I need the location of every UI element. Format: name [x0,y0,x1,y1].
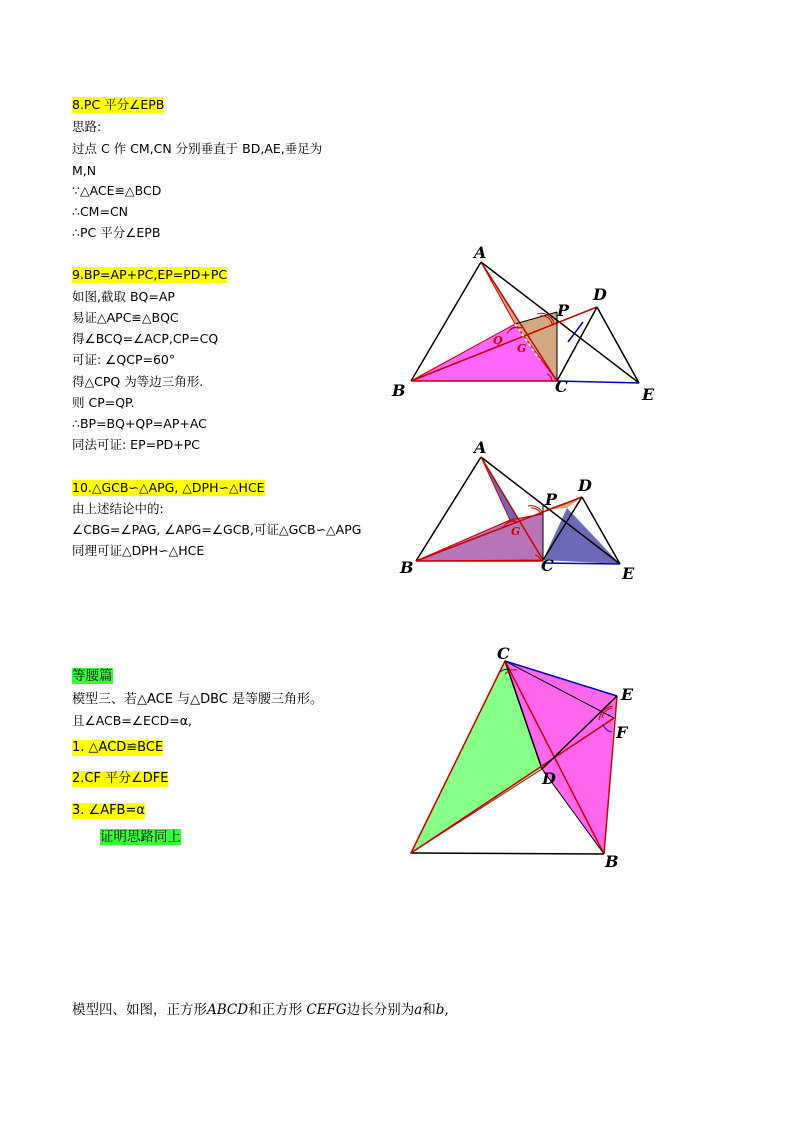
figure-1 [380,238,680,410]
section9-line: ∴BP=BQ+QP=AP+AC [72,416,207,431]
section9-line: 可证: ∠QCP=60° [72,352,176,367]
model4-text: 和正方形 [248,1002,303,1018]
section9-line: 如图,截取 BQ=AP [72,289,175,304]
section9-line: 得△CPQ 为等边三角形. [72,374,204,389]
fig3-label-f: F [616,723,628,742]
conclusion-2: 2.CF 平分∠DFE [72,771,169,786]
conclusion-3: 3. ∠AFB=α [72,803,145,818]
section9-line: 同法可证: EP=PD+PC [72,437,200,452]
model4-text: , [444,1002,449,1018]
section8-title: 8.PC 平分∠EPB [72,97,165,112]
section9-line: 得∠BCQ=∠ACP,CP=CQ [72,331,219,346]
fig2-label-a: A [474,438,487,457]
fig1-label-q: Q [493,334,503,347]
isosceles-intro: 模型三、若△ACE 与△DBC 是等腰三角形。 [72,692,323,707]
model4-text: 边长分别为 [346,1002,415,1018]
conclusion-1: 1. △ACD≌BCE [72,740,164,755]
model4-line [72,998,449,1018]
section10-line: 同理可证△DPH∽△HCE [72,543,205,558]
fig2-label-p: P [545,490,558,509]
model4-var-b: b [435,1002,445,1018]
fig1-label-e: E [642,385,655,404]
section9-line: 易证△APC≌△BQC [72,310,179,325]
section8-line: 思路: [72,119,102,134]
section8-line: ∴CM=CN [72,204,129,219]
section10-line: ∠CBG=∠PAG, ∠APG=∠GCB,可证△GCB∽△APG [72,522,362,537]
isosceles-heading: 等腰篇 [72,668,113,684]
fig2-label-b: B [400,558,414,577]
section8-line: M,N [72,163,97,178]
fig3-label-e: E [621,685,634,704]
fig3-label-d: D [542,769,556,788]
fig2-label-d: D [578,476,592,495]
fig3-label-c: C [497,644,510,663]
fig1-label-a: A [474,243,487,262]
section8-line: ∵△ACE≌△BCD [72,183,162,198]
proof-note: 证明思路同上 [100,829,181,845]
model4-text: 模型四、如图，正方形 [72,1002,207,1018]
fig2-label-g: G [511,525,521,538]
fig1-label-d: D [593,285,607,304]
fig1-label-p: P [557,301,570,320]
section10-line: 由上述结论中的: [72,501,164,516]
figure-3 [400,640,645,875]
model4-square1: ABCD [207,1002,249,1018]
section8-line: ∴PC 平分∠EPB [72,225,161,240]
section8-line: 过点 C 作 CM,CN 分别垂直于 BD,AE,垂足为 [72,141,323,156]
fig1-label-c: C [555,377,568,396]
section9-line: 则 CP=QP. [72,395,135,410]
model4-text: 和 [422,1002,436,1018]
fig2-label-c: C [541,556,554,575]
fig3-label-b: B [605,852,619,871]
model4-var-a: a [414,1002,423,1018]
isosceles-intro: 且∠ACB=∠ECD=α, [72,713,192,728]
section9-title: 9.BP=AP+PC,EP=PD+PC [72,267,228,282]
fig1-label-g: G [517,342,527,355]
fig2-label-e: E [622,564,635,583]
model4-square2: CEFG [306,1002,347,1018]
section10-title: 10.△GCB∽△APG, △DPH∽△HCE [72,480,265,495]
fig1-label-b: B [392,381,406,400]
figure-2 [395,438,645,583]
